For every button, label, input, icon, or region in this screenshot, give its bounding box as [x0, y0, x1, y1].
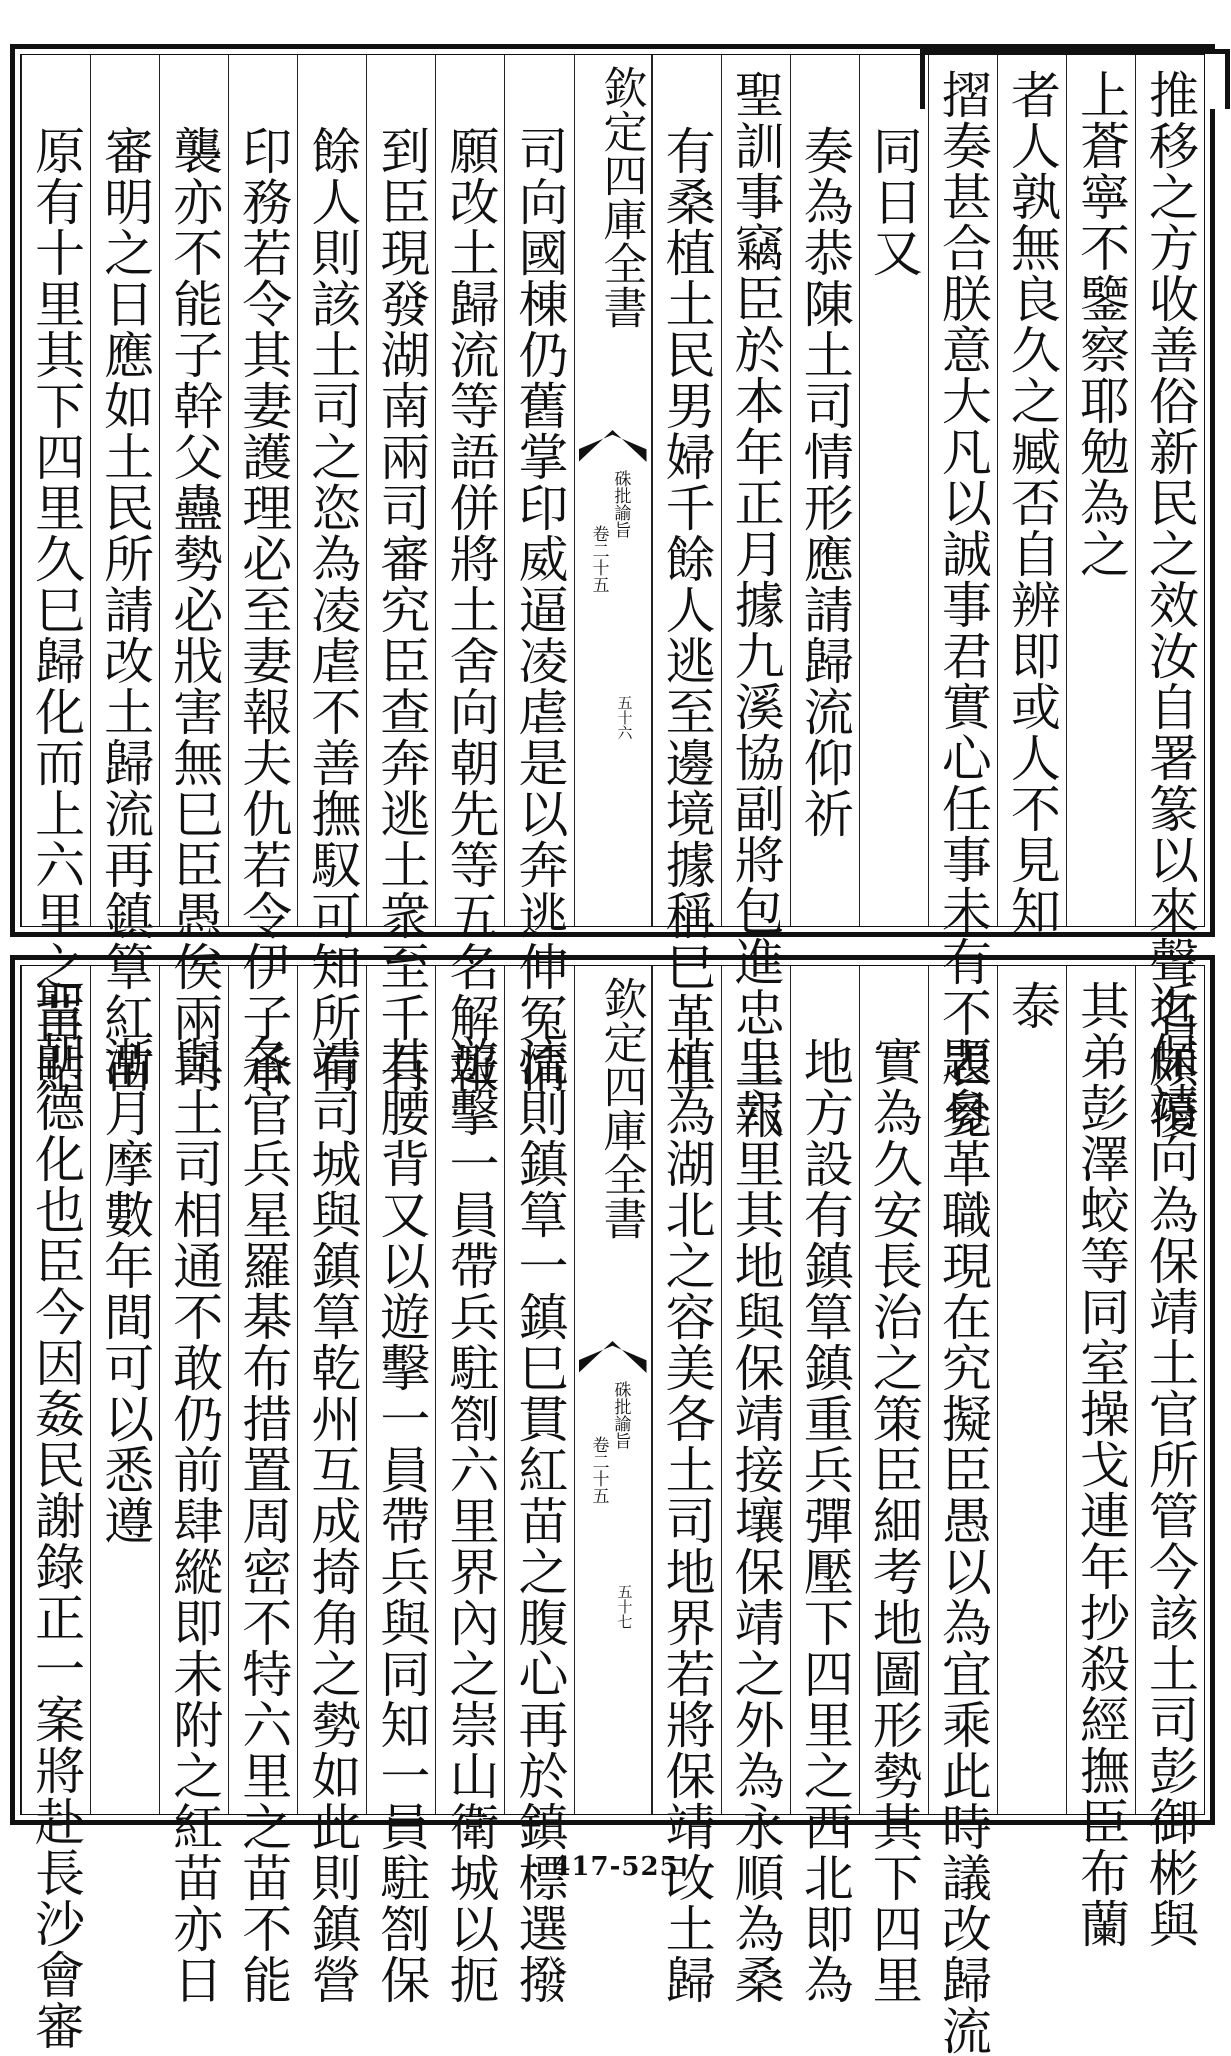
- fish-tail-mark-icon: [579, 430, 647, 462]
- center-label-strip: [574, 966, 652, 1814]
- column-text: 審明之日應如土民所請改土歸流再鎮筸紅苗: [96, 125, 155, 1094]
- column-text: 各官兵星羅棊布措置周密不特六里之苗不能: [234, 1036, 293, 2005]
- top-page-panel: [10, 44, 1215, 1140]
- chapter-label: 卷二十五: [588, 1436, 609, 1504]
- column-text: 泰: [1002, 980, 1061, 1031]
- column-text: 同日又: [864, 125, 923, 278]
- column-text: 漸月摩數年間可以悉遵: [96, 1036, 155, 1546]
- text-column: [297, 55, 366, 1094]
- text-column: [435, 55, 504, 1094]
- column-text: 願改土歸流等語併將土舍向朝先等五名解報: [441, 125, 500, 1094]
- leaf-number: 五十六: [615, 695, 634, 740]
- text-column: [790, 55, 859, 926]
- column-text: 摺奏甚合朕意大凡以誠事君實心任事未有不表見: [933, 69, 992, 1140]
- text-column: [21, 966, 90, 2051]
- chapter-label: 卷二十五: [588, 525, 609, 593]
- text-column: [721, 55, 790, 1140]
- volume-title: 硃批諭旨: [610, 1381, 631, 1449]
- text-column: [366, 966, 435, 2005]
- column-text: 奏為恭陳土司情形應請歸流仰祈: [795, 125, 854, 839]
- column-text: 靖司城與鎮筸乾州互成掎角之勢如此則鎮營: [303, 1036, 362, 2005]
- text-column: [721, 966, 790, 2005]
- text-column: [859, 966, 928, 2005]
- text-column: [435, 966, 504, 2005]
- column-text: 題參革職現在究擬臣愚以為宜乘此時議改歸流: [933, 1036, 992, 2056]
- column-text: 遊擊一員帶兵駐劄六里界內之崇山衛城以扼: [441, 1036, 500, 2005]
- text-column: [652, 55, 721, 1094]
- column-text: 聖訓事竊臣於本年正月據九溪協副將包進忠呈報: [726, 69, 785, 1140]
- column-text: 流則鎮筸一鎮巳貫紅苗之腹心再於鎮標選撥: [510, 1036, 569, 2005]
- column-text: 推移之方收善俗新民之效汝自署篆以來聲名頗優: [1141, 69, 1199, 1140]
- text-column: [90, 55, 159, 1094]
- series-title: 欽定四庫全書: [595, 976, 647, 1240]
- text-column: [859, 55, 928, 926]
- column-text: 者人孰無良久之臧否自辨即或人不見知: [1002, 69, 1061, 936]
- text-column: [297, 966, 366, 2005]
- column-text: 原有十里其下四里久巳歸化而上六里之苗貼: [27, 125, 86, 1094]
- text-column: [504, 966, 573, 2005]
- text-column: [790, 966, 859, 2005]
- text-column: [159, 966, 228, 2005]
- text-column: [228, 966, 297, 2005]
- column-text: 襲亦不能子幹父蠱勢必戕害無巳臣愚俟兩司: [165, 125, 224, 1094]
- series-title: 欽定四庫全書: [595, 65, 647, 329]
- column-text: 其弟彭澤蛟等同室操戈連年抄殺經撫臣布蘭: [1071, 980, 1130, 1949]
- column-text: 近保靖向為保靖土官所管今該土司彭御彬與: [1141, 980, 1199, 1949]
- text-column: [228, 55, 297, 1094]
- column-text: 上六里其地與保靖接壤保靖之外為永順為桑: [726, 1036, 785, 2005]
- column-text: 上蒼寧不鑒察耶勉為之: [1071, 69, 1130, 579]
- column-text: 印務若令其妻護理必至妻報夫仇若令伊子承: [234, 125, 293, 1094]
- column-text: 植為湖北之容美各土司地界若將保靖改土歸: [657, 1036, 716, 2005]
- text-column: [1135, 966, 1204, 1949]
- text-column: [21, 55, 90, 1094]
- column-text: 司向國棟仍舊掌印威逼凌虐是以奔逃伸冤情: [510, 125, 569, 1094]
- column-text: 實為久安長治之策臣細考地圖形勢其下四里: [864, 1036, 923, 2005]
- text-column: [504, 55, 573, 1094]
- text-column: [159, 55, 228, 1094]
- text-column: [928, 966, 997, 2056]
- text-column: [1066, 966, 1135, 1949]
- text-column: [1066, 55, 1135, 926]
- column-text: 其腰背又以遊擊一員帶兵與同知一員駐劄保: [372, 1036, 431, 2005]
- text-column: [997, 55, 1066, 936]
- text-column: [1135, 55, 1204, 1140]
- column-text: 餘人則該土司之恣為凌虐不善撫馭可知所有: [303, 125, 362, 1094]
- leaf-number: 五十七: [615, 1584, 634, 1629]
- text-column: [652, 966, 721, 2005]
- volume-title: 硃批諭旨: [610, 470, 631, 538]
- column-text: 有桑植土民男婦千餘人逃至邊境據稱巳革土: [657, 125, 716, 1094]
- text-column: [997, 966, 1066, 1814]
- fish-tail-mark-icon: [579, 1341, 647, 1373]
- column-text: 地方設有鎮筸鎮重兵彈壓下四里之西北即為: [795, 1036, 854, 2005]
- text-column: [928, 55, 997, 1140]
- center-label-strip: [574, 55, 652, 926]
- column-text: 聖朝德化也臣今因姦民謝錄正一案將赴長沙會審: [27, 980, 86, 2051]
- text-column: [90, 966, 159, 1814]
- page-number-footer: 417-525: [552, 1852, 679, 1882]
- text-column: [366, 55, 435, 1094]
- column-text: 與土司相通不敢仍前肆縱即未附之紅苗亦日: [165, 1036, 224, 2005]
- column-text: 到臣現發湖南兩司審究臣查奔逃土衆至千有: [372, 125, 431, 1094]
